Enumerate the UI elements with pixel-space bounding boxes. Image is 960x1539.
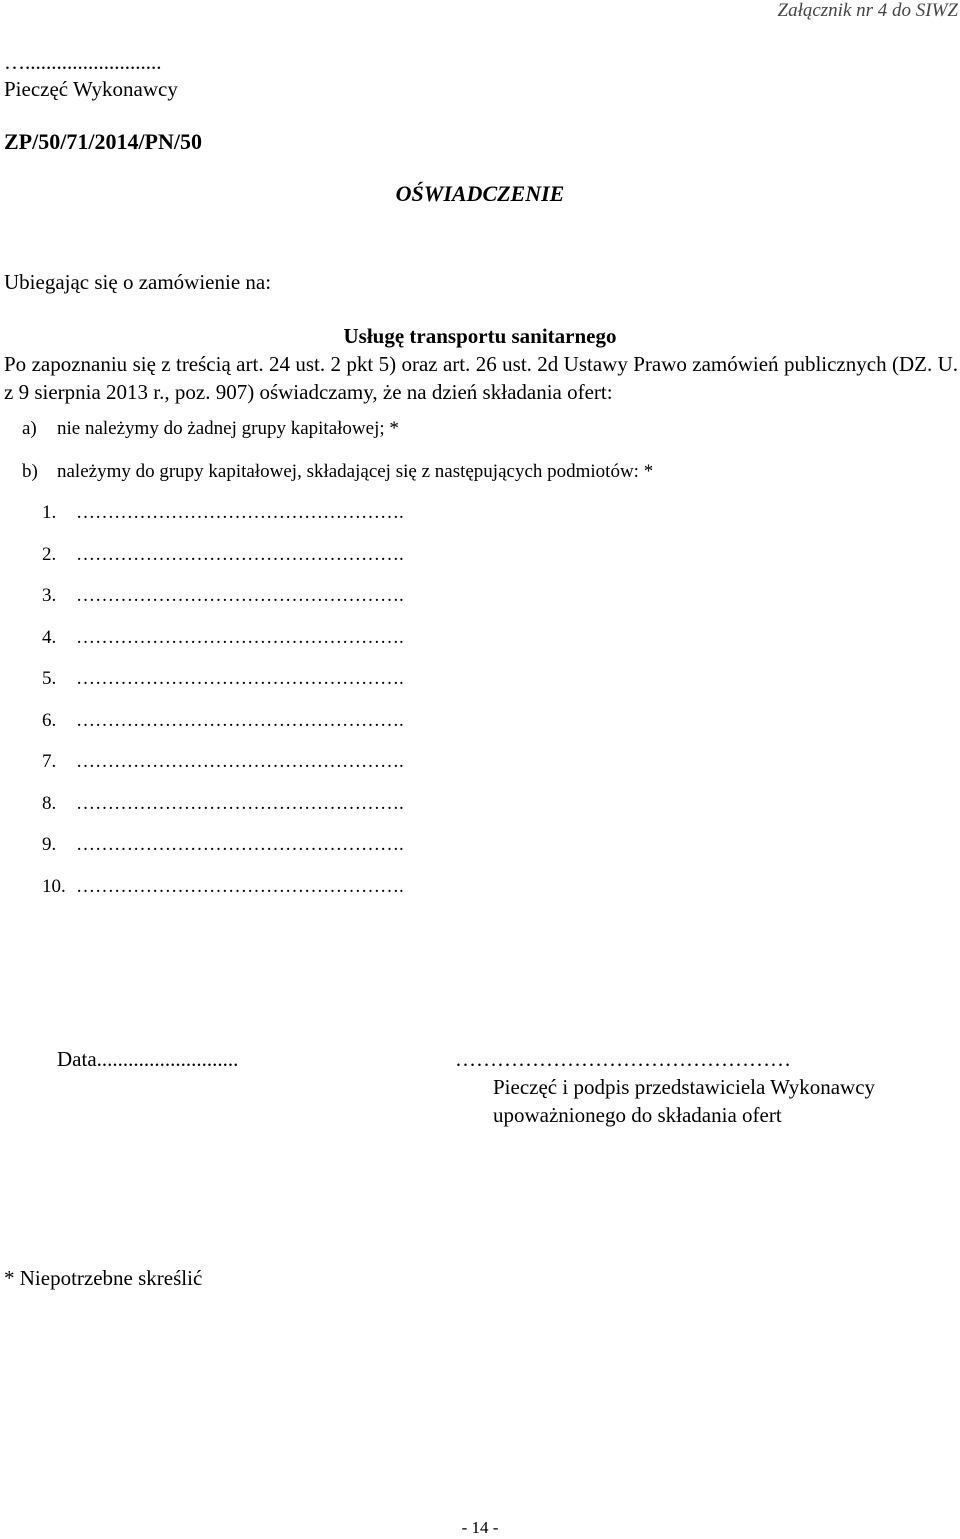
option-letter: b) — [22, 461, 38, 482]
list-item-number: 4. — [42, 627, 57, 648]
list-item — [42, 502, 602, 528]
stamp-label: Pieczęć Wykonawcy — [4, 77, 178, 101]
list-item — [42, 834, 602, 860]
list-item-number: 5. — [42, 668, 57, 689]
page-number: - 14 - — [461, 1518, 499, 1537]
list-item — [42, 544, 602, 570]
list-item-number: 1. — [42, 502, 57, 523]
list-item-number: 8. — [42, 793, 57, 814]
document-heading: OŚWIADCZENIE — [395, 181, 565, 206]
list-item-blank: ……………………………………………. — [76, 585, 404, 606]
list-item-blank: ……………………………………………. — [76, 751, 404, 772]
list-item — [42, 793, 602, 819]
list-item-blank: ……………………………………………. — [76, 834, 404, 855]
list-item-blank: ……………………………………………. — [76, 668, 404, 689]
list-item — [42, 668, 602, 694]
intro-text: Ubiegając się o zamówienie na: — [4, 270, 272, 294]
option-a — [22, 418, 922, 444]
annex-label: Załącznik nr 4 do SIWZ — [777, 0, 958, 21]
reference-number: ZP/50/71/2014/PN/50 — [4, 129, 202, 154]
list-item-blank: ……………………………………………. — [76, 502, 404, 523]
list-item-number: 7. — [42, 751, 57, 772]
statement-body: Po zapoznaniu się z treścią art. 24 ust. 2 pkt 5) oraz art. 26 ust. 2d Ustawy Prawo zamówień publicznych (DZ. U. z 9 sierpnia 2013 r., poz. 907) oświadczamy, że na dzień składania ofert: — [4, 352, 958, 404]
list-item-blank: ……………………………………………. — [76, 876, 404, 897]
stamp-dots: ….......................... — [4, 50, 162, 74]
option-text: nie należymy do żadnej grupy kapitałowej; * — [57, 418, 399, 439]
list-item-blank: ……………………………………………. — [76, 710, 404, 731]
list-item-number: 10. — [42, 876, 66, 897]
list-item-blank: ……………………………………………. — [76, 627, 404, 648]
list-item-number: 9. — [42, 834, 57, 855]
order-subject: Usługę transportu sanitarnego — [343, 324, 617, 348]
option-letter: a) — [22, 418, 37, 439]
option-b — [22, 461, 922, 487]
date-label: Data........................... — [57, 1047, 239, 1071]
list-item-blank: ……………………………………………. — [76, 793, 404, 814]
list-item — [42, 627, 602, 653]
list-item — [42, 751, 602, 777]
list-item — [42, 585, 602, 611]
signature-caption-line1: Pieczęć i podpis przedstawiciela Wykonawcy — [493, 1075, 876, 1099]
signature-caption-line2: upoważnionego do składania ofert — [493, 1103, 782, 1127]
list-item-blank: ……………………………………………. — [76, 544, 404, 565]
list-item — [42, 876, 602, 902]
signature-dots: ………………………………………… — [455, 1047, 791, 1071]
list-item-number: 2. — [42, 544, 57, 565]
footnote: * Niepotrzebne skreślić — [4, 1266, 203, 1290]
list-item-number: 6. — [42, 710, 57, 731]
list-item — [42, 710, 602, 736]
list-item-number: 3. — [42, 585, 57, 606]
option-text: należymy do grupy kapitałowej, składającej się z następujących podmiotów: * — [57, 461, 654, 482]
